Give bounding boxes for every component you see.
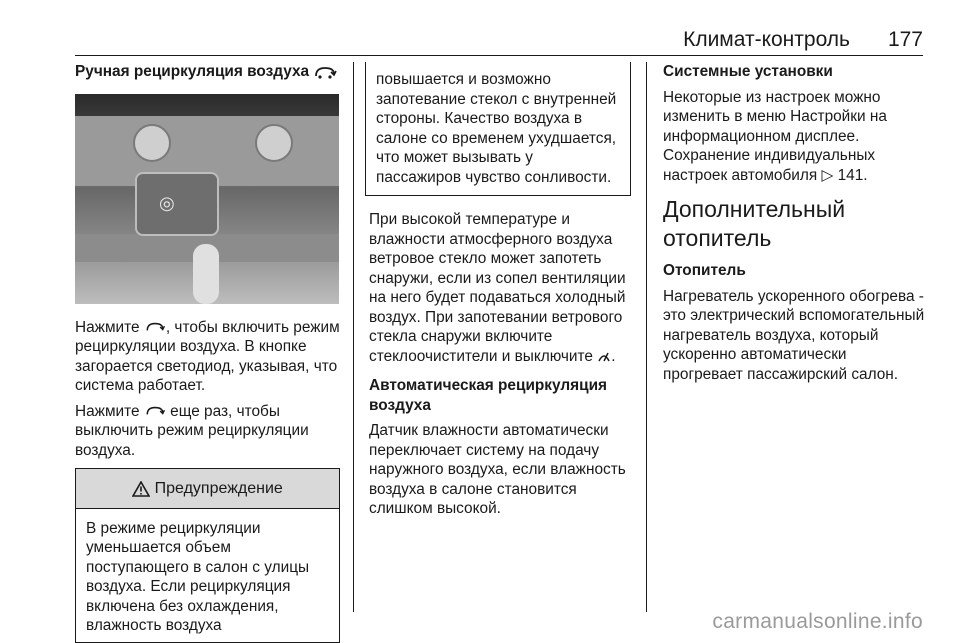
warning-box-continued: повышается и возможно запотевание стекол с внутренней стороны. Качество воздуха в салоне со временем ухудшается, что может вызывать у пассажиров чувство сонливости. (365, 62, 631, 196)
paragraph-recirc-off: Нажмите еще раз, чтобы выключить режим рециркуляции воздуха. (75, 402, 309, 459)
column-divider (353, 62, 354, 612)
section-title-auto-recirculation: Автоматическая рециркуляция воздуха (369, 377, 608, 414)
warning-text: В режиме рециркуляции уменьшается объем поступающего в салон с улицы воздуха. Если рециркуляция включена без охлаждения, влажность воздуха (86, 519, 310, 634)
column-2 (369, 62, 631, 525)
reference-arrow-icon: ▷ (821, 166, 834, 184)
warning-box (75, 468, 340, 643)
paragraph-settings: Некоторые из настроек можно изменить в меню Настройки на информационном дисплее. Сохранение индивидуальных настроек автомобиля ▷ 141. (663, 88, 887, 184)
paragraph-heater: Нагреватель ускоренного обогрева - это электрический вспомогательный нагреватель воздуха, который ускоренно автоматически прогревает пассажирский салон. (663, 287, 925, 383)
page-number: 177 (887, 28, 923, 51)
warning-title: Предупреждение (154, 480, 283, 497)
recirculation-icon (144, 321, 166, 333)
warning-header (76, 469, 339, 509)
recirculation-button-photo: ◎ (75, 94, 339, 304)
page-reference[interactable]: 141. (837, 166, 868, 184)
recirculation-icon (144, 405, 166, 417)
paragraph-recirc-on: Нажмите , чтобы включить режим рециркуляции воздуха. В кнопке загорается светодиод, указывая, что система работает. (75, 318, 340, 394)
column-1 (75, 62, 340, 643)
header-title: Климат-контроль (683, 28, 850, 51)
recirculation-icon (313, 65, 337, 79)
section-title-heater: Отопитель (663, 262, 746, 279)
paragraph-fogging: При высокой температуре и влажности атмосферного воздуха ветровое стекло может запотеть снаружи, если из сопел вентиляции на него будет подаваться холодный воздух. При запотевании ветрового стекла снаружи включите стеклоочистители и выключите . (369, 211, 626, 365)
page-header (0, 0, 960, 58)
section-title-manual-recirculation: Ручная рециркуляция воздуха (75, 62, 340, 82)
section-title-system-settings: Системные установки (663, 63, 833, 80)
column-3 (663, 62, 929, 390)
watermark: carmanualsonline.info (712, 610, 923, 633)
heading-aux-heater: Дополнительный отопитель (663, 196, 846, 251)
warning-triangle-icon (132, 481, 150, 497)
header-rule (75, 55, 923, 56)
wiper-icon (597, 349, 611, 363)
column-divider (646, 62, 647, 612)
paragraph-humidity-sensor: Датчик влажности автоматически переключает систему на подачу наружного воздуха, если влажность воздуха в салоне становится слишком высокой. (369, 422, 626, 517)
